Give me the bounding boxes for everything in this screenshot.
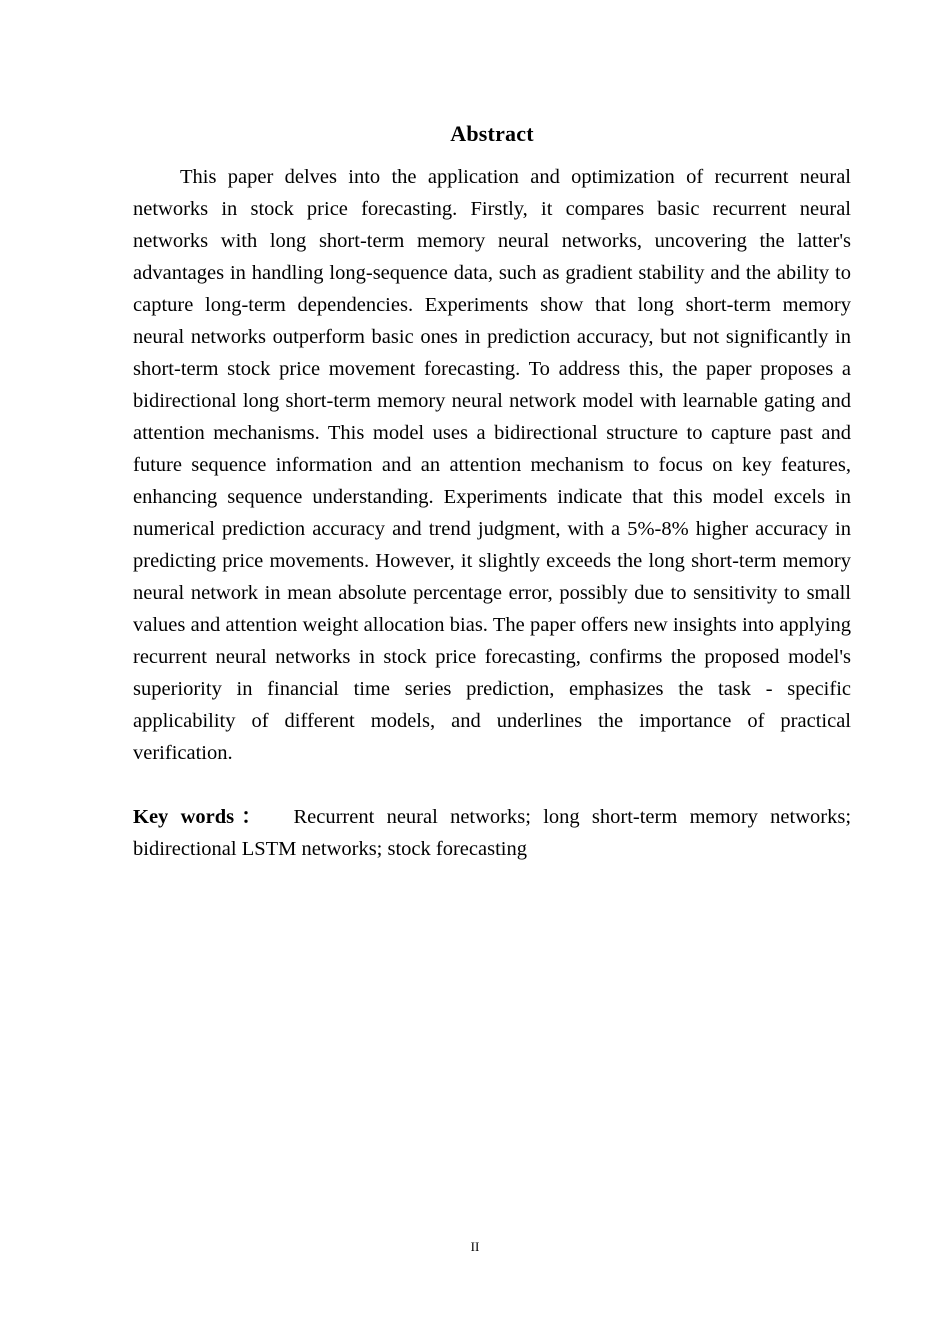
keywords-value: Recurrent neural networks; long short-term memory networks; bidirectional LSTM networks; stock forecasting <box>133 806 852 860</box>
page-content-column <box>133 0 851 865</box>
keywords-line <box>133 801 851 865</box>
page-title: Abstract <box>450 121 534 146</box>
keywords-colon: ： <box>234 806 269 828</box>
page-number-footer: II <box>470 1239 480 1254</box>
keywords-label: Key words <box>133 806 235 828</box>
abstract-paragraph: This paper delves into the application and optimization of recurrent neural networks in stock price forecasting. Firstly, it compares basic recurrent neural networks with long short-term memory neural networks, uncovering the latter's advantages in handling long-sequence data, such as gradient stability and the ability to capture long-term dependencies. Experiments show that long short-term memory neural networks outperform basic ones in prediction accuracy, but not significantly in short-term stock price movement forecasting. To address this, the paper proposes a bidirectional long short-term memory neural network model with learnable gating and attention mechanisms. This model uses a bidirectional structure to capture past and future sequence information and an attention mechanism to focus on key features, enhancing sequence understanding. Experiments indicate that this model excels in numerical prediction accuracy and trend judgment, with a 5%-8% higher accuracy in predicting price movements. However, it slightly exceeds the long short-term memory neural network in mean absolute percentage error, possibly due to sensitivity to small values and attention weight allocation bias. The paper offers new insights into applying recurrent neural networks in stock price forecasting, confirms the proposed model's superiority in financial time series prediction, emphasizes the task - specific applicability of different models, and underlines the importance of practical verification. <box>133 166 851 764</box>
paragraph-spacer <box>133 769 851 801</box>
